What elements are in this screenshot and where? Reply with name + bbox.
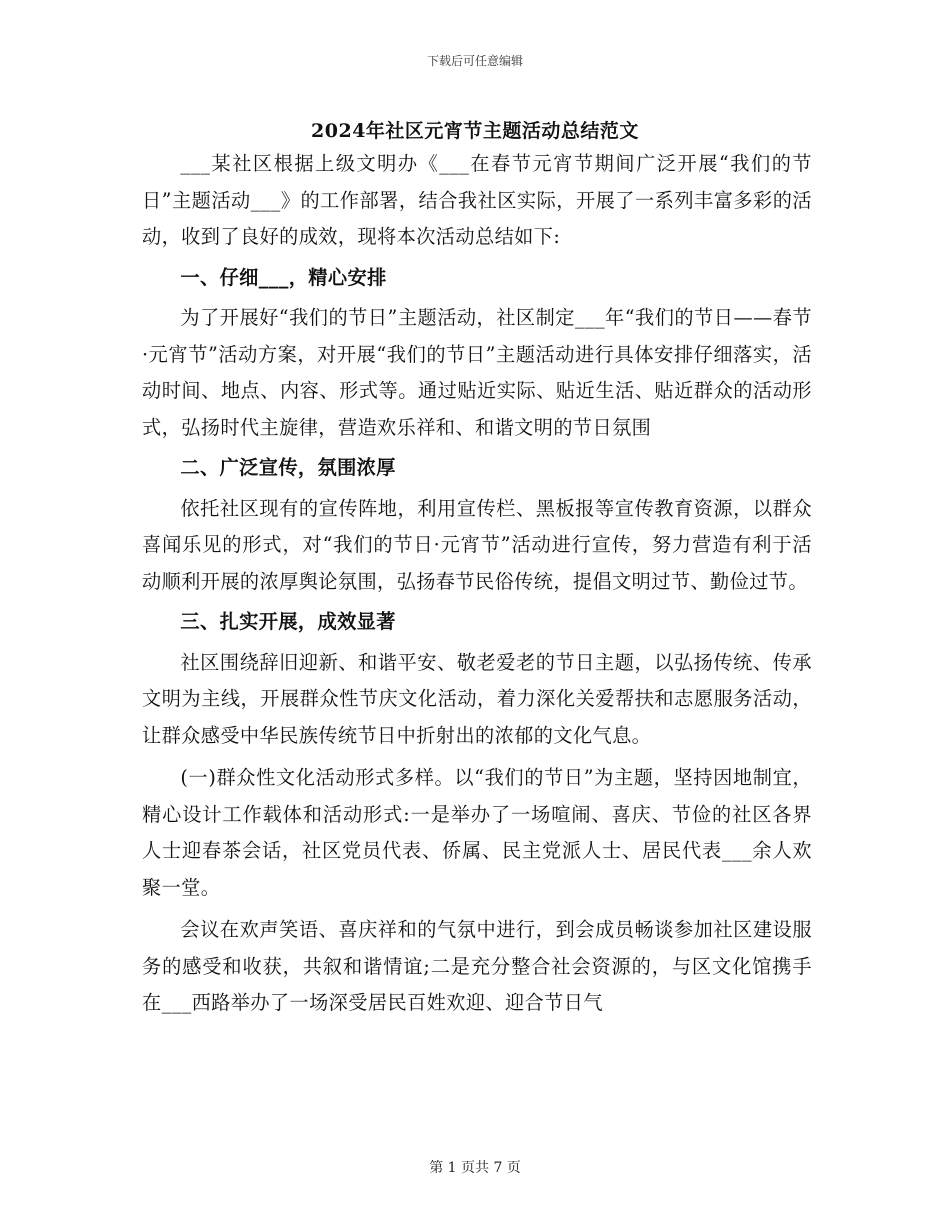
header-note: 下载后可任意编辑	[426, 54, 523, 68]
page-number-footer: 第 1 页共 7 页	[429, 1160, 521, 1176]
document-title: 2024年社区元宵节主题活动总结范文	[311, 120, 639, 142]
section-1-paragraph: 为了开展好“我们的节日”主题活动，社区制定___年“我们的节日——春节·元宵节”活动方案，对开展“我们的节日”主题活动进行具体安排仔细落实，活动时间、地点、内容、形式等。通过贴近实际、贴近生活、贴近群众的活动形式，弘扬时代主旋律，营造欢乐祥和、和谐文明的节日氛围	[142, 306, 812, 439]
section-2-paragraph: 依托社区现有的宣传阵地，利用宣传栏、黑板报等宣传教育资源，以群众喜闻乐见的形式，对“我们的节日·元宵节”活动进行宣传，努力营造有利于活动顺利开展的浓厚舆论氛围，弘扬春节民俗传统，提倡文明过节、勤俭过节。	[142, 496, 812, 593]
intro-paragraph: ___某社区根据上级文明办《___在春节元宵节期间广泛开展“我们的节日”主题活动___》的工作部署，结合我社区实际，开展了一系列丰富多彩的活动，收到了良好的成效，现将本次活动总结如下:	[142, 152, 812, 248]
section-heading-2: 二、广泛宣传，氛围浓厚	[180, 456, 396, 479]
subsection-1-paragraph: (一)群众性文化活动形式多样。以“我们的节日”为主题，坚持因地制宜，精心设计工作载体和活动形式:一是举办了一场喧闹、喜庆、节俭的社区各界人士迎春茶会话，社区党员代表、侨属、民主党派人士、居民代表___余人欢聚一堂。	[142, 766, 812, 899]
meeting-paragraph: 会议在欢声笑语、喜庆祥和的气氛中进行，到会成员畅谈参加社区建设服务的感受和收获，共叙和谐情谊;二是充分整合社会资源的，与区文化馆携手在___西路举办了一场深受居民百姓欢迎、迎合节日气	[142, 918, 812, 1014]
section-3-paragraph: 社区围绕辞旧迎新、和谐平安、敬老爱老的节日主题，以弘扬传统、传承文明为主线，开展群众性节庆文化活动，着力深化关爱帮扶和志愿服务活动，让群众感受中华民族传统节日中折射出的浓郁的文化气息。	[142, 650, 812, 747]
section-heading-1: 一、仔细___，精心安排	[180, 265, 387, 289]
section-heading-3: 三、扎实开展，成效显著	[180, 610, 396, 633]
document-body	[142, 146, 812, 1022]
